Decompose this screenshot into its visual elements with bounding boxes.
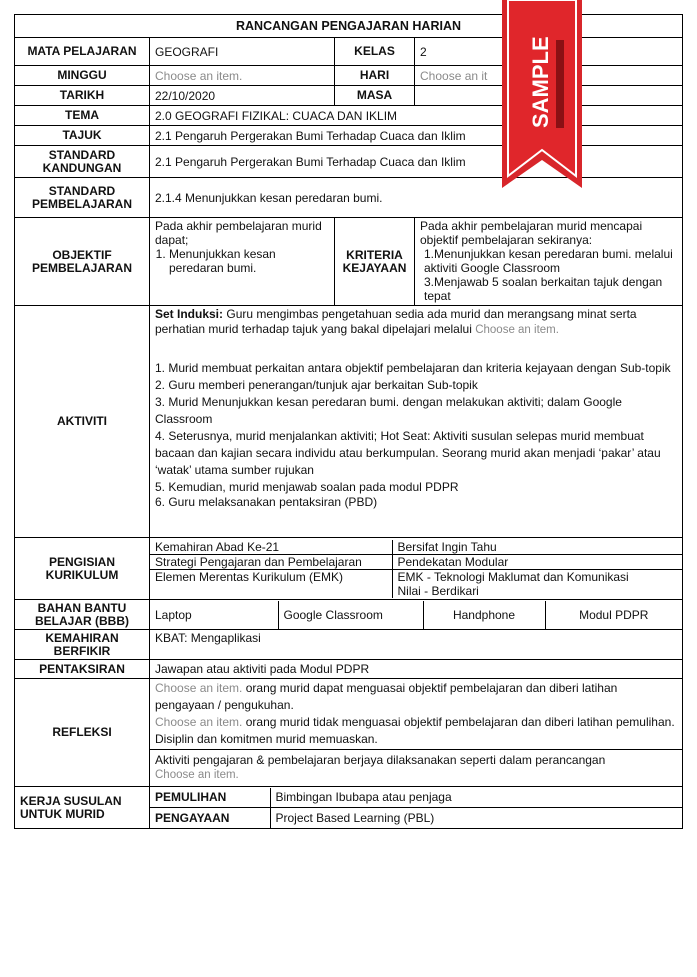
refleksi-dropdown-3[interactable]: Choose an item.: [155, 769, 239, 781]
emk-line: EMK - Teknologi Maklumat dan Komunikasi: [397, 569, 629, 584]
kurikulum-cell: [150, 538, 683, 600]
bbb-item[interactable]: Google Classroom: [278, 601, 423, 629]
standard-kandungan-label: STANDARD KANDUNGAN: [15, 146, 150, 178]
kriteria-intro: Pada akhir pembelajaran murid mencapai objektif pembelajaran sekiranya:: [420, 219, 643, 247]
refleksi-label: REFLEKSI: [15, 679, 150, 787]
kurikulum-item[interactable]: Kemahiran Abad Ke-21: [155, 539, 280, 554]
mata-pelajaran-label: MATA PELAJARAN: [15, 38, 150, 66]
tarikh-value[interactable]: 22/10/2020: [150, 86, 335, 106]
refleksi-line-3[interactable]: [150, 749, 682, 786]
sample-ribbon: [502, 0, 582, 188]
standard-kandungan-value[interactable]: 2.1 Pengaruh Pergerakan Bumi Terhadap Cuaca dan Iklim: [150, 146, 683, 178]
nilai-line: Nilai - Berdikari: [397, 583, 479, 598]
kriteria-cell[interactable]: [415, 218, 683, 306]
refleksi-dropdown-2[interactable]: Choose an item.: [155, 715, 243, 729]
kelas-label: KELAS: [335, 38, 415, 66]
kemahiran-label: KEMAHIRAN BERFIKIR: [15, 630, 150, 660]
refleksi-line-2[interactable]: [155, 714, 677, 748]
aktiviti-item: 4. Seterusnya, murid menjalankan aktiviti; Hot Seat: Aktiviti susulan selepas murid membuat bacaan dan kajian secara individu atau berkumpulan. Seorang murid akan menjadi ‘pakar’ atau ‘watak’ utama sumber rujukan: [155, 429, 661, 477]
sample-text: SAMPLE: [528, 36, 553, 128]
kurikulum-item[interactable]: Pendekatan Modular: [392, 554, 682, 569]
aktiviti-item: 3. Murid Menunjukkan kesan peredaran bumi. dengan melakukan aktiviti; dalam Google Classroom: [155, 395, 622, 426]
set-induksi-label: Set Induksi:: [155, 307, 224, 321]
set-induksi-dropdown[interactable]: Choose an item.: [475, 324, 559, 336]
pemulihan-value[interactable]: Bimbingan Ibubapa atau penjaga: [270, 788, 682, 808]
document-title: RANCANGAN PENGAJARAN HARIAN: [15, 15, 683, 38]
kerja-susulan-cell: [150, 787, 683, 829]
kurikulum-label: PENGISIAN KURIKULUM: [15, 538, 150, 600]
aktiviti-item: 5. Kemudian, murid menjawab soalan pada modul PDPR: [155, 480, 459, 494]
tajuk-value[interactable]: 2.1 Pengaruh Pergerakan Bumi Terhadap Cuaca dan Iklim: [150, 126, 683, 146]
tema-value[interactable]: 2.0 GEOGRAFI FIZIKAL: CUACA DAN IKLIM: [150, 106, 683, 126]
bbb-item[interactable]: Handphone: [423, 601, 545, 629]
pengayaan-value[interactable]: Project Based Learning (PBL): [270, 808, 682, 828]
kurikulum-item[interactable]: Bersifat Ingin Tahu: [392, 540, 682, 555]
kriteria-item-3: 3.Menjawab 5 soalan berkaitan tajuk dengan tepat: [424, 275, 663, 303]
kriteria-label: KRITERIA KEJAYAAN: [335, 218, 415, 306]
aktiviti-item: 1. Murid membuat perkaitan antara objektif pembelajaran dan kriteria kejayaan dengan Sub-topik: [155, 361, 671, 375]
refleksi-text-3: Aktiviti pengajaran & pembelajaran berjaya dilaksanakan seperti dalam perancangan: [155, 753, 606, 767]
sample-tag: [556, 40, 564, 128]
aktiviti-cell[interactable]: [150, 306, 683, 538]
mata-pelajaran-value[interactable]: GEOGRAFI: [150, 38, 335, 66]
kurikulum-item[interactable]: Strategi Pengajaran dan Pembelajaran: [150, 554, 392, 569]
refleksi-cell: [150, 679, 683, 787]
set-induksi-text: Guru mengimbas pengetahuan sedia ada murid dan merangsang minat serta perhatian murid terhadap tajuk yang bakal dipelajari melalui: [155, 307, 637, 336]
hari-label: HARI: [335, 66, 415, 86]
bbb-label: BAHAN BANTU BELAJAR (BBB): [15, 600, 150, 630]
refleksi-line-1[interactable]: [155, 680, 677, 714]
kerja-susulan-label: KERJA SUSULAN UNTUK MURID: [15, 787, 150, 829]
kriteria-item-1: 1.Menunjukkan kesan peredaran bumi. melalui aktiviti Google Classroom: [424, 247, 673, 275]
objektif-item: 1. Menunjukkan kesan peredaran bumi.: [169, 247, 329, 275]
pentaksiran-label: PENTAKSIRAN: [15, 660, 150, 679]
objektif-cell[interactable]: [150, 218, 335, 306]
refleksi-text-2: orang murid tidak menguasai objektif pembelajaran dan diberi latihan pemulihan. Disiplin dan komitmen murid memuaskan.: [155, 715, 675, 746]
pengayaan-label: PENGAYAAN: [150, 808, 270, 828]
aktiviti-item: 2. Guru memberi penerangan/tunjuk ajar berkaitan Sub-topik: [155, 378, 478, 392]
tajuk-label: TAJUK: [15, 126, 150, 146]
masa-label: MASA: [335, 86, 415, 106]
kemahiran-value[interactable]: KBAT: Mengaplikasi: [150, 630, 683, 660]
refleksi-dropdown-1[interactable]: Choose an item.: [155, 681, 243, 695]
kelas-value[interactable]: 2: [415, 38, 683, 66]
pemulihan-label: PEMULIHAN: [155, 790, 227, 805]
bbb-cell: [150, 600, 683, 630]
bbb-item[interactable]: Modul PDPR: [545, 601, 682, 629]
objektif-label: OBJEKTIF PEMBELAJARAN: [15, 218, 150, 306]
objektif-intro: Pada akhir pembelajaran murid dapat;: [155, 219, 322, 247]
kurikulum-item[interactable]: Elemen Merentas Kurikulum (EMK): [150, 569, 392, 598]
minggu-dropdown[interactable]: Choose an item.: [150, 66, 335, 86]
aktiviti-item: 6. Guru melaksanakan pentaksiran (PBD): [155, 495, 378, 509]
refleksi-statements: [150, 679, 682, 749]
aktiviti-label: AKTIVITI: [15, 306, 150, 538]
hari-dropdown[interactable]: Choose an it: [415, 66, 683, 86]
standard-pembelajaran-label: STANDARD PEMBELAJARAN: [15, 178, 150, 218]
bbb-item[interactable]: Laptop: [155, 607, 192, 622]
minggu-label: MINGGU: [15, 66, 150, 86]
tema-label: TEMA: [15, 106, 150, 126]
refleksi-text-1: orang murid dapat menguasai objektif pembelajaran dan diberi latihan pengayaan / pengukuhan.: [155, 681, 618, 712]
standard-pembelajaran-value[interactable]: 2.1.4 Menunjukkan kesan peredaran bumi.: [150, 178, 683, 218]
pentaksiran-value[interactable]: Jawapan atau aktiviti pada Modul PDPR: [150, 660, 683, 679]
kurikulum-item-emk[interactable]: [392, 569, 682, 598]
tarikh-label: TARIKH: [15, 86, 150, 106]
